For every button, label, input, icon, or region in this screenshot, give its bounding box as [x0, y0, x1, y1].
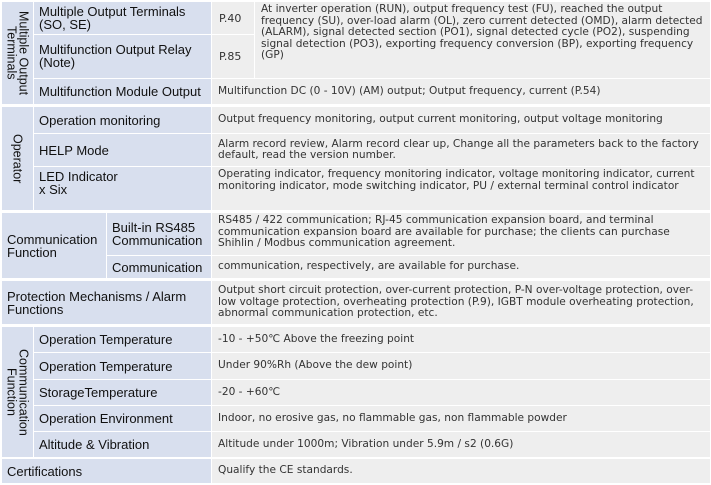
row-label-output-terminals: Multiple Output Terminals (SO, SE)	[34, 2, 211, 34]
row-value-operation-temperature: -10 - +50℃ Above the freezing point	[212, 327, 710, 352]
group-communication-function-label: Communication Function	[4, 348, 31, 436]
row-value-help-mode: Alarm record review, Alarm record clear up, Change all the parameters back to the factory default, read the version number.	[212, 134, 710, 166]
row-label-protection: Protection Mechanisms / Alarm Functions	[2, 281, 211, 324]
row-value-communication: communication, respectively, are available for purchase.	[212, 256, 710, 278]
page-ref-p40: P.40	[212, 2, 254, 34]
row-value-operation-environment: Indoor, no erosive gas, no flammable gas, non flammable powder	[212, 406, 710, 431]
row-label-communication: Communication	[107, 256, 211, 278]
group-output-terminals	[2, 2, 33, 104]
row-label-module-output: Multifunction Module Output	[34, 79, 211, 104]
row-label-altitude-vibration: Altitude & Vibration	[34, 432, 211, 457]
row-label-operation-environment: Operation Environment	[34, 406, 211, 431]
group-operator-label: Operator	[10, 133, 25, 184]
page-ref-p85: P.85	[212, 35, 254, 78]
row-label-communication-function: Communication Function	[2, 213, 106, 278]
row-value-protection: Output short circuit protection, over-current protection, P-N over-voltage protection, over-low voltage protection, overheating protection (P.9), IGBT module overheating protection, abnormal communication protection, etc.	[212, 281, 710, 324]
row-value-altitude-vibration: Altitude under 1000m; Vibration under 5.9m / s2 (0.6G)	[212, 432, 710, 457]
row-label-operation-monitoring: Operation monitoring	[34, 107, 211, 133]
row-label-output-relay: Multifunction Output Relay (Note)	[34, 35, 211, 78]
row-value-operation-monitoring: Output frequency monitoring, output current monitoring, output voltage monitoring	[212, 107, 710, 133]
row-value-led-indicator: Operating indicator, frequency monitoring indicator, voltage monitoring indicator, current monitoring indicator, mode switching indicator, PU / external terminal control indicator	[212, 167, 710, 210]
row-value-operation-humidity: Under 90%Rh (Above the dew point)	[212, 353, 710, 379]
row-value-output-terminals: At inverter operation (RUN), output frequency test (FU), reached the output frequency (SU), over-load alarm (OL), zero current detected (OMD), alarm detected (ALARM), signal detected section (PO1), signal detected cycle (PO2), suspending signal detection (PO3), exporting frequency conversion (BP), exporting frequency (GP)	[255, 2, 710, 78]
row-value-rs485: RS485 / 422 communication; RJ-45 communication expansion board, and terminal communication expansion board are available for purchase; the clients can purchase Shihlin / Modbus communication agreement.	[212, 213, 710, 255]
row-value-module-output: Multifunction DC (0 - 10V) (AM) output; Output frequency, current (P.54)	[212, 79, 710, 104]
group-operator	[2, 107, 33, 210]
row-value-certifications: Qualify the CE standards.	[212, 459, 710, 483]
row-label-operation-temperature: Operation Temperature	[34, 327, 211, 352]
row-label-led-indicator: LED Indicator x Six	[34, 167, 211, 210]
group-communication-function	[2, 327, 33, 457]
row-label-rs485: Built-in RS485 Communication	[107, 213, 211, 255]
group-output-terminals-label: Multiple Output Terminals	[4, 10, 31, 96]
row-label-storage-temperature: StorageTemperature	[34, 380, 211, 405]
row-value-storage-temperature: -20 - +60℃	[212, 380, 710, 405]
row-label-operation-humidity: Operation Temperature	[34, 353, 211, 379]
row-label-help-mode: HELP Mode	[34, 134, 211, 166]
row-label-certifications: Certifications	[2, 459, 211, 483]
